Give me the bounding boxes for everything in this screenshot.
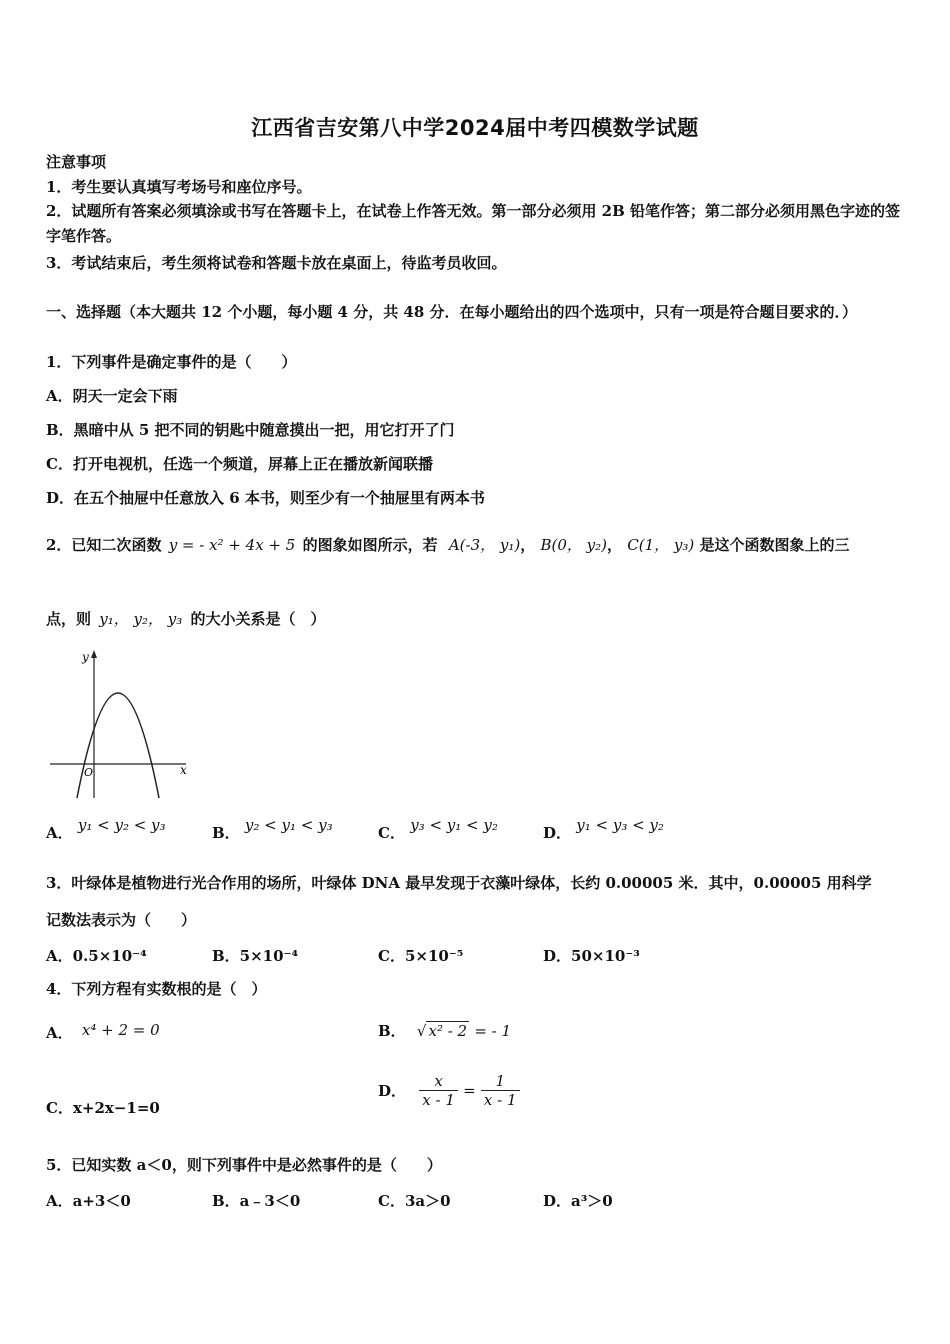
q2-vars: y₁， y₂， y₃ bbox=[99, 610, 183, 628]
q3-stem-line2: 记数法表示为（ ） bbox=[46, 911, 197, 929]
q2-stem-a: 2．已知二次函数 bbox=[46, 536, 162, 554]
q1-option-b: B．黑暗中从 5 把不同的钥匙中随意摸出一把，用它打开了门 bbox=[46, 421, 455, 439]
origin-label: O bbox=[84, 766, 94, 779]
q2-point-b: B(0， y₂) bbox=[540, 536, 607, 554]
q2-option-a: A． y₁ < y₂ < y₃ bbox=[46, 816, 166, 842]
notice-item-2: 2．试题所有答案必须填涂或书写在答题卡上，在试卷上作答无效。第一部分必须用 2B 铅笔作答；第二部分必须用黑色字迹的签字笔作答。 bbox=[46, 202, 901, 245]
page-title: 江西省吉安第八中学2024届中考四模数学试题 bbox=[251, 116, 699, 140]
q3-stem-line1: 3．叶绿体是植物进行光合作用的场所，叶绿体 DNA 最早发现于衣藻叶绿体，长约 0.00005 米．其中，0.00005 用科学 bbox=[46, 874, 872, 892]
y-axis-arrow bbox=[91, 650, 97, 658]
q3-option-a: A．0.5×10⁻⁴ bbox=[46, 947, 147, 965]
q1-stem: 1．下列事件是确定事件的是（ ） bbox=[46, 353, 297, 371]
q5-option-c: C．3a＞0 bbox=[378, 1192, 451, 1210]
y-axis-label: y bbox=[82, 650, 89, 664]
q2-stem-line2 bbox=[46, 609, 326, 629]
q2-stem-d: 点，则 bbox=[46, 610, 92, 628]
q3-option-b: B．5×10⁻⁴ bbox=[212, 947, 299, 965]
q1-option-a: A．阴天一定会下雨 bbox=[46, 387, 178, 405]
q2-stem-b: 的图象如图所示，若 bbox=[302, 536, 438, 554]
q5-stem: 5．已知实数 a＜0，则下列事件中是必然事件的是（ ） bbox=[46, 1156, 442, 1174]
q1-option-c: C．打开电视机，任选一个频道，屏幕上正在播放新闻联播 bbox=[46, 455, 433, 473]
q2-function: y = - x² + 4x + 5 bbox=[168, 536, 296, 554]
q5-option-a: A．a+3＜0 bbox=[46, 1192, 131, 1210]
q3-option-c: C．5×10⁻⁵ bbox=[378, 947, 464, 965]
q2-option-c: C． y₃ < y₁ < y₂ bbox=[378, 816, 498, 842]
q2-option-b: B． y₂ < y₁ < y₃ bbox=[212, 816, 333, 842]
q4-option-c: C．x+2x−1=0 bbox=[46, 1099, 160, 1117]
q2-stem-c: 是这个函数图象上的三 bbox=[699, 536, 850, 554]
notice-heading: 注意事项 bbox=[46, 153, 107, 171]
notice-item-1: 1．考生要认真填写考场号和座位序号。 bbox=[46, 178, 312, 196]
q2-stem-line1: 2．已知二次函数 y = - x² + 4x + 5 的图象如图所示，若 A(-3， y₁)， B(0， y₂)， C(1， y₃) 是这个函数图象上的三 bbox=[46, 536, 850, 554]
q5-option-b: B．a﹣3＜0 bbox=[212, 1192, 301, 1210]
q5-option-d: D．a³＞0 bbox=[543, 1192, 613, 1210]
q2-point-a: A(-3， y₁) bbox=[448, 536, 521, 554]
q2-stem-e: 的大小关系是（ ） bbox=[190, 610, 326, 628]
notice-item-3: 3．考试结束后，考生须将试卷和答题卡放在桌面上，待监考员收回。 bbox=[46, 254, 507, 272]
q4-option-a: A． x⁴ + 2 = 0 bbox=[46, 1021, 160, 1042]
q4-option-d: D． $\frac{x}{x - 1}$ = $\frac{1}{x - 1}$ bbox=[378, 1072, 520, 1109]
x-axis-label: x bbox=[180, 763, 187, 777]
q2-option-d: D． y₁ < y₃ < y₂ bbox=[543, 816, 664, 842]
q4-stem: 4．下列方程有实数根的是（ ） bbox=[46, 980, 267, 998]
q4-option-b: B． √ x² - 2 = - 1 bbox=[378, 1022, 512, 1040]
q2-point-c: C(1， y₃) bbox=[627, 536, 695, 554]
section1-heading: 一、选择题（本大题共 12 个小题，每小题 4 分，共 48 分．在每小题给出的四个选项中，只有一项是符合题目要求的．） bbox=[46, 303, 858, 321]
q3-option-d: D．50×10⁻³ bbox=[543, 947, 640, 965]
q1-option-d: D．在五个抽屉中任意放入 6 本书，则至少有一个抽屉里有两本书 bbox=[46, 489, 485, 507]
q2-parabola-graph bbox=[46, 648, 196, 803]
parabola-curve bbox=[77, 693, 159, 798]
